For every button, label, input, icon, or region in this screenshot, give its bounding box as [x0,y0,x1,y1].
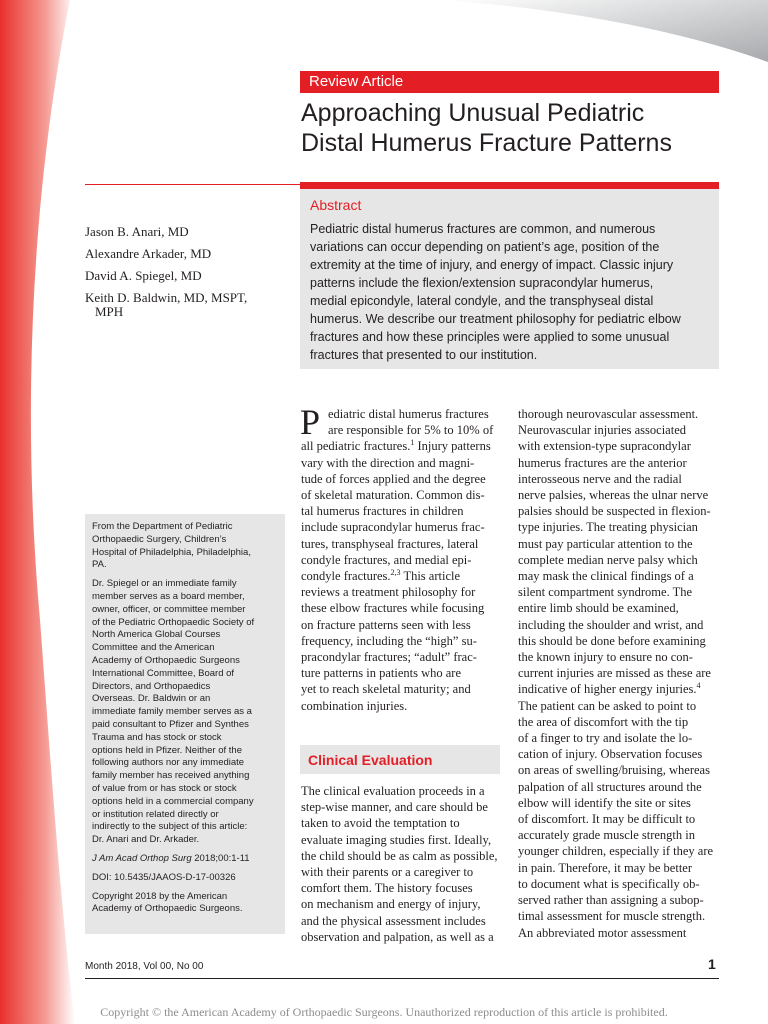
body-line: including the shoulder and wrist, and [518,617,704,632]
body-line: condyle fractures, and medial epi- [301,552,472,567]
body-line: on fracture patterns seen with less [301,617,471,632]
disclosure-line: Overseas. Dr. Baldwin or an [92,693,211,705]
body-line: tude of forces applied and the degree [301,471,486,486]
body-line: humerus fractures are the anterior [518,455,687,470]
disclosure-line: Trauma and has stock or stock [92,731,222,743]
disclosure-line: paid consultant to Pfizer and Synthes [92,718,249,730]
disclosure-line: Dr. Spiegel or an immediate family [92,578,237,590]
abstract-line: fractures that presented to our institution. [310,348,538,362]
copyright-notice: Copyright © the American Academy of Orthopaedic Surgeons. Unauthorized reproduction of this article is prohibited. [100,1005,668,1019]
body-line [301,568,501,584]
body-line: this should be done before examining [518,633,706,648]
body-line: tures, transphyseal fractures, lateral [301,536,479,551]
article-title [301,98,721,158]
reference-superscript[interactable]: 1 [410,438,415,448]
body-line: silent compartment syndrome. The [518,585,693,600]
body-line: the child should be as calm as possible, [301,848,498,863]
reference-superscript[interactable]: 2,3 [390,567,401,577]
body-line: thorough neurovascular assessment. [518,407,699,421]
abstract-line: Pediatric distal humerus fractures are common, and numerous [310,222,656,236]
body-line: in pain. Therefore, it may be better [518,860,693,875]
body-line: frequency, including the “high” su- [301,633,477,648]
body-line: cation of injury. Observation focuses [518,747,703,762]
body-line: yet to reach skeletal maturity; and [301,682,471,697]
body-line: The patient can be asked to point to [518,698,697,713]
section-heading: Clinical Evaluation [308,752,433,768]
disclosure-line: family member has received anything [92,770,250,782]
copyright-line: Copyright 2018 by the American [92,890,228,902]
abstract-line: medial epicondyle, lateral condyle, and the transphyseal distal [310,294,654,308]
body-line [301,438,501,454]
body-line: complete median nerve palsy which [518,552,698,567]
red-curve-decoration [0,0,90,1024]
disclosure-line: Committee and the American [92,642,215,654]
body-line: must pay particular attention to the [518,536,693,551]
body-line: nerve palsies, whereas the ulnar nerve [518,488,709,503]
body-line: with their parents or a caregiver to [301,865,474,880]
abstract-accent-bar [300,182,719,189]
body-line: are responsible for 5% to 10% of [328,423,494,438]
affiliation-line: PA. [92,559,107,571]
disclosure-line: Directors, and Orthopaedics [92,680,211,692]
disclosure-line: International Committee, Board of [92,667,235,679]
body-line: ture patterns in patients who are [301,666,462,681]
body-line: The clinical evaluation proceeds in a [301,784,485,798]
abstract-line: extremity at the time of injury, and energy of impact. Classic injury [310,258,674,272]
body-line: may mask the clinical findings of a [518,569,694,584]
body-line: palpation of all structures around the [518,779,702,794]
body-line: palsies should be suspected in flexion- [518,504,711,519]
author-list [85,221,285,320]
author-name: David A. Spiegel, MD [85,268,202,283]
disclosure-line: Academy of Orthopaedic Surgeons [92,654,240,666]
body-line: pracondylar fractures; “adult” frac- [301,650,477,665]
author-name: Alexandre Arkader, MD [85,246,212,261]
reference-superscript[interactable]: 4 [696,681,701,691]
body-column-2 [518,406,718,941]
section-label: Review Article [309,73,404,90]
body-text: Injury patterns [414,439,491,454]
body-line: the area of discomfort with the tip [518,714,689,729]
body-line: reviews a treatment philosophy for [301,585,476,600]
body-text: condyle fractures. [301,569,391,584]
abstract-text [310,220,710,364]
body-line: to document what is specifically ob- [518,876,700,891]
body-line [518,681,718,697]
body-line: ediatric distal humerus fractures [328,407,489,421]
divider [85,184,300,185]
abstract-line: humerus. We describe our treatment philosophy for pediatric elbow [310,312,681,326]
body-text: indicative of higher energy injuries. [518,682,697,697]
body-line: vary with the direction and magni- [301,455,475,470]
body-line: observation and palpation, as well as a [301,929,494,944]
disclosure-line: of value from or has stock or stock [92,782,237,794]
body-text: all pediatric fractures. [301,439,411,454]
grey-curve-decoration [440,0,768,62]
disclosure-line: immediate family member serves as a [92,706,252,718]
disclosure-line: indirectly to the subject of this article: [92,821,248,833]
body-line: timal assessment for muscle strength. [518,909,706,924]
title-line: Approaching Unusual Pediatric [301,99,645,127]
citation-journal: J Am Acad Orthop Surg [92,852,192,864]
author-name-continued: MPH [95,304,124,319]
body-text: This article [400,569,461,584]
body-line: entire limb should be examined, [518,601,679,616]
body-column-1-lower [301,783,501,945]
body-line: on areas of swelling/bruising, whereas [518,763,710,778]
disclosure-line: North America Global Courses [92,629,221,641]
disclosure-line: member serves as a board member, [92,590,245,602]
body-line: step-wise manner, and care should be [301,800,488,815]
author-name: Keith D. Baldwin, MD, MSPT, [85,290,248,305]
body-line: An abbreviated motor assessment [518,925,687,940]
body-line: tal humerus fractures in children [301,504,464,519]
issue-info: Month 2018, Vol 00, No 00 [85,961,204,972]
abstract-line: patterns include the flexion/extension supracondylar humerus, [310,276,654,290]
disclosure-line: options held in Pfizer. Neither of the [92,744,242,756]
body-line: type injuries. The treating physician [518,520,698,535]
body-line: served rather than assigning a subop- [518,893,704,908]
doi: DOI: 10.5435/JAAOS-D-17-00326 [92,871,236,883]
page-number: 1 [708,956,716,972]
affiliation-line: From the Department of Pediatric [92,521,233,532]
disclosure-line: owner, officer, or committee member [92,603,246,615]
body-line: elbow will identify the site or sites [518,795,691,810]
body-line: on mechanism and energy of injury, [301,897,481,912]
body-line: include supracondylar humerus frac- [301,520,485,535]
title-line: Distal Humerus Fracture Patterns [301,129,672,157]
body-line: of discomfort. It may be difficult to [518,812,696,827]
copyright-line: Academy of Orthopaedic Surgeons. [92,903,243,915]
disclosure-line: Dr. Anari and Dr. Arkader. [92,834,200,846]
disclosure-line: or institution related directly or [92,808,219,820]
citation-details: 2018;00:1-11 [191,852,250,864]
body-line: interosseous nerve and the radial [518,471,682,486]
abstract-line: fractures and how these principles were applied to some unusual [310,330,670,344]
sidebar-text [92,521,280,916]
body-line: of skeletal maturation. Common dis- [301,488,485,503]
disclosure-line: options held in a commercial company [92,795,254,807]
body-line: current injuries are missed as these are [518,666,711,681]
body-line: of a finger to try and isolate the lo- [518,731,693,746]
affiliation-line: Hospital of Philadelphia, Philadelphia, [92,546,251,558]
body-column-1 [300,402,501,714]
body-line: younger children, especially if they are [518,844,714,859]
body-line: evaluate imaging studies first. Ideally, [301,832,492,847]
abstract-heading: Abstract [310,197,362,213]
body-line: combination injuries. [301,698,408,713]
disclosure-line: following authors nor any immediate [92,757,245,769]
body-line: accurately grade muscle strength in [518,828,696,843]
author-name: Jason B. Anari, MD [85,224,189,239]
footer-divider [85,978,719,979]
body-line: Neurovascular injuries associated [518,423,686,438]
body-line: the known injury to ensure no con- [518,650,693,665]
drop-cap: P [300,402,321,442]
citation [92,853,280,866]
body-line: and the physical assessment includes [301,913,486,928]
affiliation-line: Orthopaedic Surgery, Children’s [92,533,227,545]
abstract-line: variations can occur depending on patient’s age, position of the [310,240,660,254]
body-line: comfort them. The history focuses [301,881,473,896]
body-line: with extension-type supracondylar [518,439,691,454]
body-line: taken to avoid the temptation to [301,816,460,831]
body-line: these elbow fractures while focusing [301,601,485,616]
disclosure-line: of the Pediatric Orthopaedic Society of [92,616,255,628]
